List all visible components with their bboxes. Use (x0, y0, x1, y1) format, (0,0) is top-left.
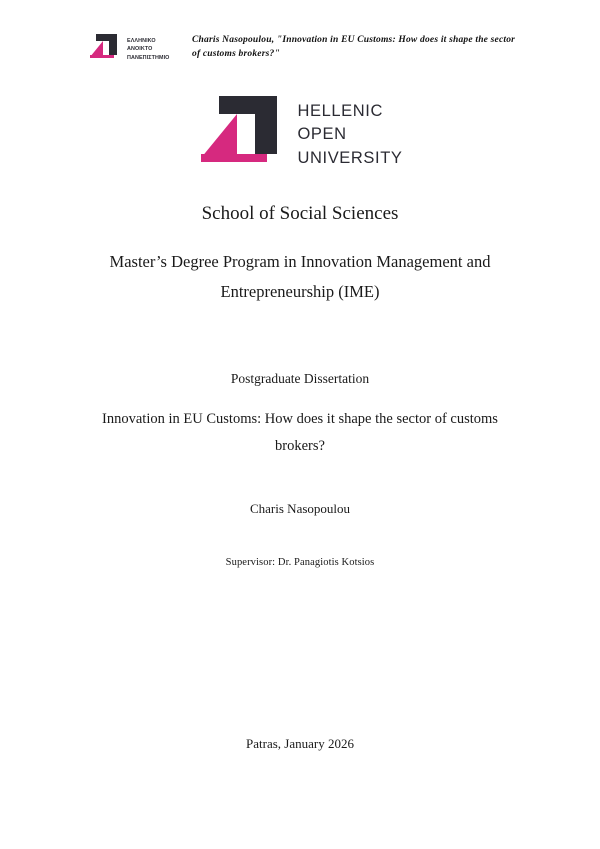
main-university-logo (0, 96, 600, 172)
place-and-date: Patras, January 2026 (246, 736, 354, 751)
program-name: Master’s Degree Program in Innovation Management and Entrepreneurship (IME) (109, 251, 491, 302)
wordmark-line-1: HELLENIC (297, 101, 383, 120)
university-mark-icon (197, 96, 283, 172)
university-wordmark (297, 98, 402, 170)
running-header (0, 34, 600, 62)
supervisor-name: Supervisor: Dr. Panagiotis Kotsios (225, 556, 375, 568)
document-type: Postgraduate Dissertation (230, 371, 370, 386)
wordmark-line-2: OPEN (297, 125, 347, 144)
wordmark-line-3: UNIVERSITY (297, 148, 403, 167)
school-name: School of Social Sciences (201, 203, 399, 224)
author-name: Charis Nasopoulou (249, 500, 351, 516)
university-logo-icon (88, 34, 124, 62)
header-logo-line-2: ΑΝΟΙΚΤΟ (127, 46, 153, 53)
header-logo (88, 34, 184, 62)
running-head-text: Charis Nasopoulou, "Innovation in EU Customs: How does it shape the sector of customs brokers?" (192, 35, 516, 59)
header-logo-line-1: ΕΛΛΗΝΙΚΟ (127, 38, 156, 45)
school-and-program-block (60, 200, 540, 308)
page-title: Innovation in EU Customs: How does it shape the sector of customs brokers? (102, 410, 498, 455)
header-logo-line-3: ΠΑΝΕΠΙΣΤΗΜΙΟ (127, 54, 170, 61)
dissertation-details-block (60, 368, 540, 568)
header-logo-wordmark (127, 34, 169, 61)
